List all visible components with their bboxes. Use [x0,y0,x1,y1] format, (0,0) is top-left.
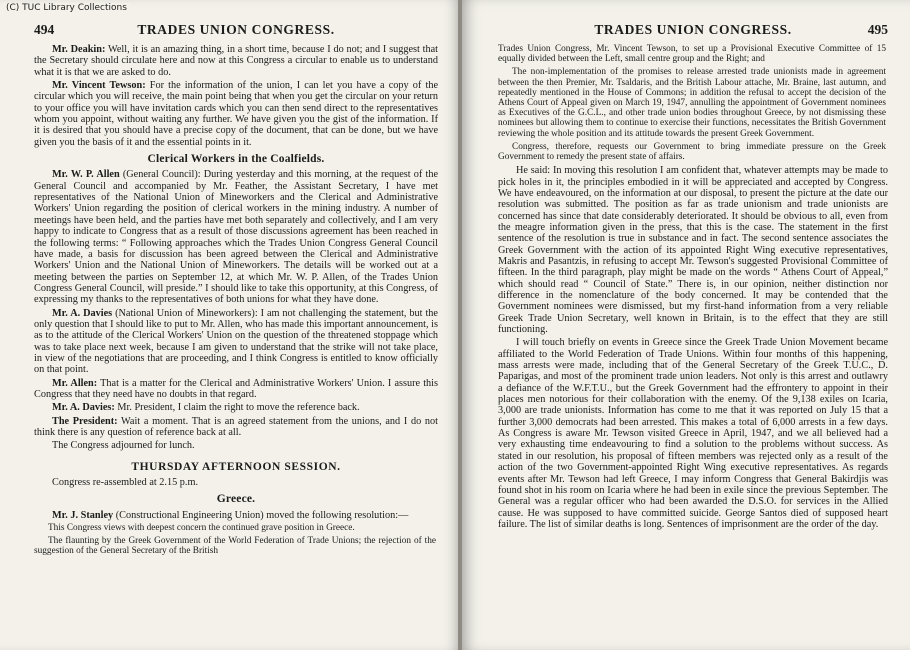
speaker-name: Mr. A. Davies: [52,402,115,414]
speaker-name: Mr. W. P. Allen [52,169,120,181]
section-heading: Clerical Workers in the Coalfields. [147,153,325,166]
page-number: 494 [34,22,55,37]
speech-text: Wait a moment. That is an agreed statement from the unions, and I do not think there is any question of reference back at all. [34,415,438,438]
copyright-notice: (C) TUC Library Collections [3,3,130,13]
right-page-body [498,44,888,530]
section-heading: Greece. [216,493,256,506]
speech-text: That is a matter for the Clerical and Administrative Workers' Union. I assure this Congress that they need have no doubts in that regard. [34,377,438,400]
paragraph: Congress re-assembled at 2.15 p.m. [52,477,199,489]
speech-paragraph [34,80,438,148]
session-heading: THURSDAY AFTERNOON SESSION. [131,460,341,473]
speech-paragraph [34,378,438,401]
speech-text: Mr. President, I claim the right to move the reference back. [114,402,360,414]
speech-text: (Constructional Engineering Union) moved the following resolution:— [113,509,409,521]
speech-text: (General Council): During yesterday and this morning, at the request of the General Council and accompanied by Mr. Feather, the Assistant Secretary, I have met representatives of the National Union of Mineworkers and the Clerical and Administrative Workers' Union regarding the position of clerical workers in the mining industry. A number of meetings have been held, and the parties have met both separately and collectively, and I am very happy to indicate to Congress that as a result of those discussions agreement has been reached in the following terms: “ Following approaches which the Trades Union Congress General Council have made, a basis for discussion has been agreed between the Clerical and Administrative Workers' Union and the National Union of Mineworkers. The details will be worked out at a meeting between the parties on September 12, at which Mr. W. P. Allen, of the Trades Union Congress General Council, will preside.” I should like to take this opportunity, at this Congress, of expressing my thanks to the representatives of both unions for what they have done. [34,169,438,306]
speaker-name: Mr. J. Stanley [52,509,114,521]
resolution-text: The non-implementation of the promises to release arrested trade unionists made in agreement between the then Premier, Mr. Tsaldaris, and the British Labour attache, Mr. Braine, last autumn, and repeatedly mentioned in the House of Commons; in addition the refusal to accept the decision of the Athens Court of Appeal given on March 19, 1947, annulling the appointment of Government nominees as Executives of the G.C.L., and other trade union bodies throughout Greece, by not dismissing these nominees but allowing them to continue to exercise their functions, necessitates the British Government reviewing the whole position and its attitude towards the present Greek Government. [498,67,886,139]
speech-paragraph [34,416,438,439]
resolution-text: Congress, therefore, requests our Government to bring immediate pressure on the Greek Government to remedy the present state of affairs. [498,141,886,163]
paragraph: He said: In moving this resolution I am confident that, whatever attempts may be made to pick holes in it, the principles embodied in it will be appreciated and accepted by Congress. We have endeavoured, on the information at our disposal, to present the picture at the date our resolution was submitted. The position as far as trade unionism and trade unionists are concerned has since that date considerably deteriorated. It should be obvious to all, even from the meagre information given in the press, that this is the case. The statement in the first sentence of the resolution is true in substance and in fact. The second sentence associates the Greek Government with the action of its appointed Right Wing executive representatives, Makris and Pasantzis, in refusing to accept Mr. Tewson's suggested Provisional Committee of fifteen. In the third paragraph, play might be made on the words “ Athens Court of Appeal,” which should read “ Council of State.” There is, in our opinion, neither distinction nor difference in the nomenclature of the body concerned. It may be contended that the Government nominees were dismissed, but my first-hand information from a very reliable Greek Trade Union Secretary, well known in Britain, is to the effect that they are still functioning. [498,165,888,336]
paragraph: The Congress adjourned for lunch. [52,440,195,452]
speech-paragraph [34,169,438,305]
speaker-name: Mr. Vincent Tewson: [52,80,146,92]
paragraph: I will touch briefly on events in Greece since the Greek Trade Union Movement became affiliated to the World Federation of Trade Unions. Within four months of this happening, mass arrests were made, including that of the General Secretary of the Greek T.U.C., D. Paparigas, and most of the prominent trade union leaders. Not only is this arrest and outlawry a defiance of the W.F.T.U., but the Greek Government had the effrontery to appoint in their places men notorious for their collaboration with the enemy. Of the 9,138 exiles on Icaria, 3,000 are trade unionists. Information has come to me that it was reported on July 15 that a further 3,000 democrats had been arrested. This makes a total of 6,000 arrests in a few days. As Congress is aware Mr. Tewson visited Greece in April, 1947, and we all believed had a very exhausting time endeavouring to find a solution to the problems without success. As stated in our resolution, his proposal of fifteen members was rejected only as a result of the action of the two Government-appointed Right Wing executive representatives. As regards events after Mr. Tewson had left Greece, I may inform Congress that General Bakirdjis was found shot in his room on Icaria where he had been in exile since the previous September. The General was a regular officer who had been awarded the D.S.O. for services in the Allied cause. He was supposed to have committed suicide. George Santos died of supposed heart failure. The list of similar deaths is long. Sentences of imprisonment are the order of the day. [498,337,888,530]
resolution-text: Trades Union Congress, Mr. Vincent Tewson, to set up a Provisional Executive Committee of 15 equally divided between the Left, small centre group and the Right; and [498,44,886,65]
running-head [498,22,888,38]
speaker-name: Mr. Allen: [52,377,98,389]
running-head-title: TRADES UNION CONGRESS. [137,22,335,37]
page-number: 495 [867,22,888,37]
left-page-body [34,44,438,557]
speech-paragraph [34,308,438,376]
speech-text: Well, it is an amazing thing, in a short time, because I do not; and I suggest that the Secretary should circulate here and now at this Congress a circular to enable us to understand what it is that we are asked to do. [34,44,438,78]
right-page [462,0,910,650]
speech-paragraph [34,510,438,521]
running-head [34,22,438,38]
speaker-name: Mr. A. Davies [52,307,113,319]
speaker-name: Mr. Deakin: [52,44,106,55]
resolution-text: This Congress views with deepest concern the continued grave position in Greece. [48,523,355,534]
speaker-name: The President: [52,415,118,427]
speech-paragraph [34,44,438,78]
running-head-title: TRADES UNION CONGRESS. [594,22,792,37]
speech-text: For the information of the union, I can let you have a copy of the circular which you will receive, the main point being that when you get the circular on your return to your office you will have invitation cards which you can then send direct to the representatives whom you appoint, without waiting any further. We have given you the gist of the information. If it is desired that you should have a precise copy of the document, that can be done, but we have given you the basis of it and the essential points in it. [34,80,438,148]
speech-text: (National Union of Mineworkers): I am not challenging the statement, but the only question that I should like to put to Mr. Allen, who has made this important announcement, is as to the attitude of the Clerical Workers' Union on the question of the threatened stoppage which was to take place next week, because I am given to understand that the strike will not take place, in view of the negotiations that are proceeding, and I think Congress is entitled to know officially on that point. [34,307,438,376]
speech-paragraph [34,402,438,413]
resolution-text: The flaunting by the Greek Government of the World Federation of Trade Unions; the rejection of the suggestion of the General Secretary of the British [34,536,436,557]
